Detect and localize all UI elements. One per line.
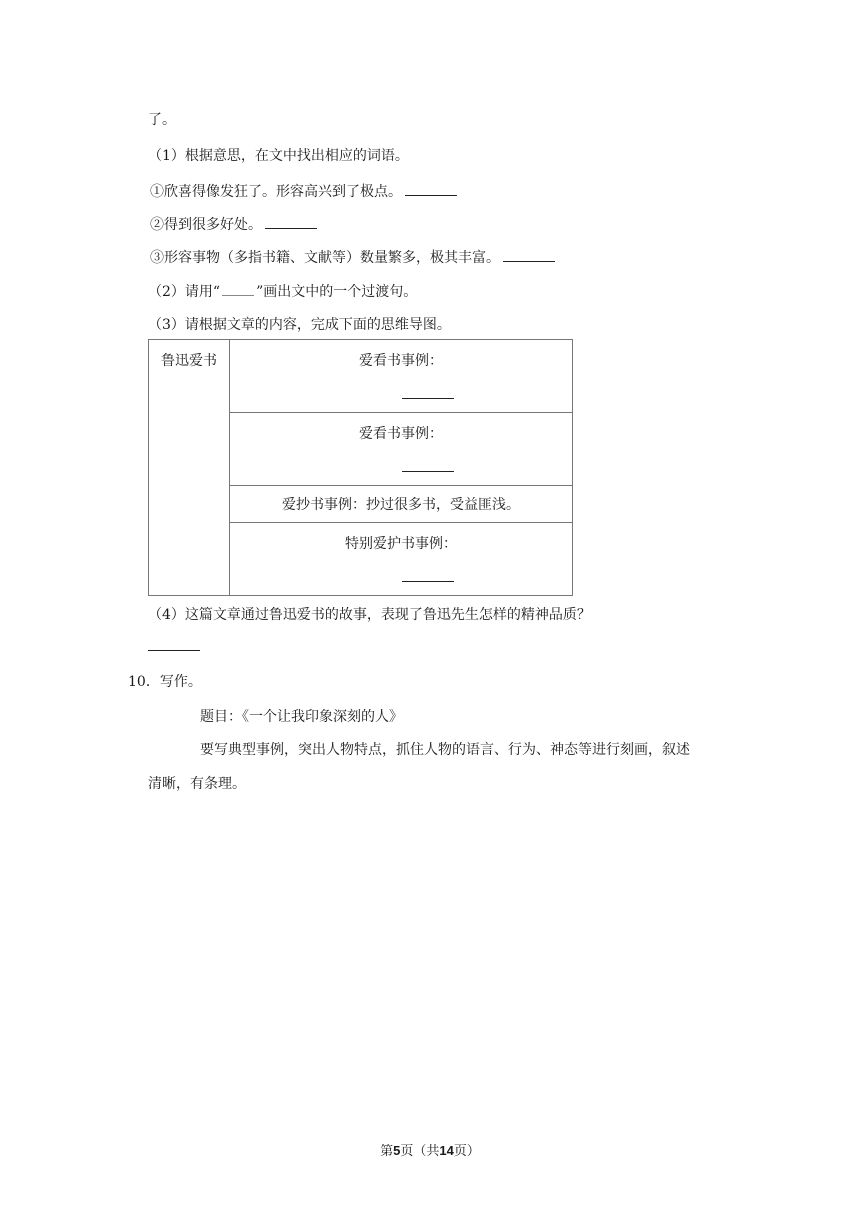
question-4-prompt: （4）这篇文章通过鲁迅爱书的故事，表现了鲁迅先生怎样的精神品质？ [148,607,591,623]
mind-map-branch-1 [230,340,573,413]
footer-mid: 页（共 [400,1144,440,1159]
branch-4-blank[interactable] [402,571,454,582]
question-4-answer-line[interactable] [148,636,200,657]
question-3-prompt: （3）请根据文章的内容，完成下面的思维导图。 [148,317,451,333]
item-b-text: ②得到很多好处。 [150,217,262,233]
answer-blank-q4[interactable] [148,636,200,651]
q2-text-post: ”画出文中的一个过渡句。 [256,284,418,300]
mind-map-branch-4 [230,523,573,596]
question-10-number: 10．写作。 [128,674,202,690]
answer-blank-c[interactable] [503,247,555,262]
mind-map-root: 鲁迅爱书 [149,340,230,596]
branch-2-label: 爱看书事例： [359,426,443,442]
question-1-item-c [150,247,555,268]
footer-post: 页） [453,1144,480,1159]
question-10-requirement-2: 清晰，有条理。 [148,776,246,792]
question-10-topic: 题目：《一个让我印象深刻的人》 [200,709,403,725]
item-a-text: ①欣喜得像发狂了。形容高兴到了极点。 [150,184,402,200]
footer-total-pages: 14 [439,1143,454,1158]
question-1-prompt: （1）根据意思，在文中找出相应的词语。 [148,148,409,164]
q2-text-pre: （2）请用“ [148,284,221,300]
page-footer [0,1140,860,1159]
mind-map-branch-3: 爱抄书事例：抄过很多书，受益匪浅。 [230,486,573,523]
branch-4-label: 特别爱护书事例： [345,536,457,552]
item-c-text: ③形容事物（多指书籍、文献等）数量繁多，极其丰富。 [150,250,500,266]
answer-blank-b[interactable] [265,214,317,229]
branch-2-blank[interactable] [402,461,454,472]
question-2-prompt [148,281,417,302]
footer-page-number: 5 [393,1143,401,1158]
branch-1-blank[interactable] [402,388,454,399]
mind-map-branch-2 [230,413,573,486]
answer-blank-a[interactable] [405,181,457,196]
underline-sample [222,281,254,296]
question-1-item-b [150,214,317,235]
mind-map-table [148,339,573,596]
branch-1-label: 爱看书事例： [359,353,443,369]
text-line-continuation: 了。 [148,112,176,128]
question-1-item-a [150,181,457,202]
question-10-requirement-1: 要写典型事例，突出人物特点，抓住人物的语言、行为、神态等进行刻画，叙述 [200,742,690,758]
footer-pre: 第 [380,1144,394,1159]
